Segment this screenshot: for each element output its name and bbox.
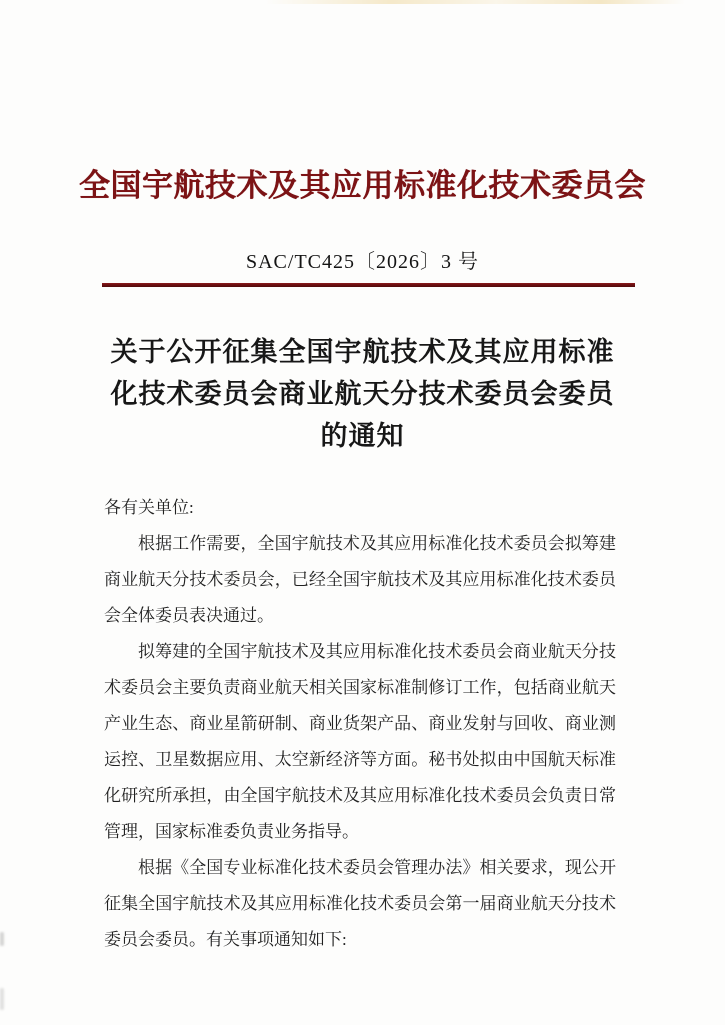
red-divider-rule bbox=[102, 283, 635, 287]
scan-artifact-top bbox=[265, 0, 685, 4]
notice-title-line-1: 关于公开征集全国宇航技术及其应用标准 bbox=[110, 337, 615, 367]
scan-artifact-left bbox=[0, 932, 4, 946]
paragraph-1: 根据工作需要，全国宇航技术及其应用标准化技术委员会拟筹建商业航天分技术委员会，已经全国宇航技术及其应用标准化技术委员会全体委员表决通过。 bbox=[104, 534, 616, 625]
notice-body bbox=[104, 490, 616, 958]
scan-artifact-left bbox=[0, 988, 4, 1010]
notice-title-line-2: 化技术委员会商业航天分技术委员会委员 bbox=[110, 379, 615, 409]
document-number: SAC/TC425〔2026〕3 号 bbox=[245, 251, 480, 273]
notice-title bbox=[60, 331, 665, 457]
notice-title-line-3: 的通知 bbox=[320, 421, 405, 451]
paragraph-3: 根据《全国专业标准化技术委员会管理办法》相关要求，现公开征集全国宇航技术及其应用标准化技术委员会第一届商业航天分技术委员会委员。有关事项通知如下: bbox=[104, 858, 616, 949]
paragraph-2: 拟筹建的全国宇航技术及其应用标准化技术委员会商业航天分技术委员会主要负责商业航天相关国家标准制修订工作，包括商业航天产业生态、商业星箭研制、商业货架产品、商业发射与回收、商业测运控、卫星数据应用、太空新经济等方面。秘书处拟由中国航天标准化研究所承担，由全国宇航技术及其应用标准化技术委员会负责日常管理，国家标准委负责业务指导。 bbox=[104, 642, 616, 841]
issuer-letterhead: 全国宇航技术及其应用标准化技术委员会 bbox=[79, 168, 646, 203]
salutation: 各有关单位: bbox=[104, 498, 194, 517]
